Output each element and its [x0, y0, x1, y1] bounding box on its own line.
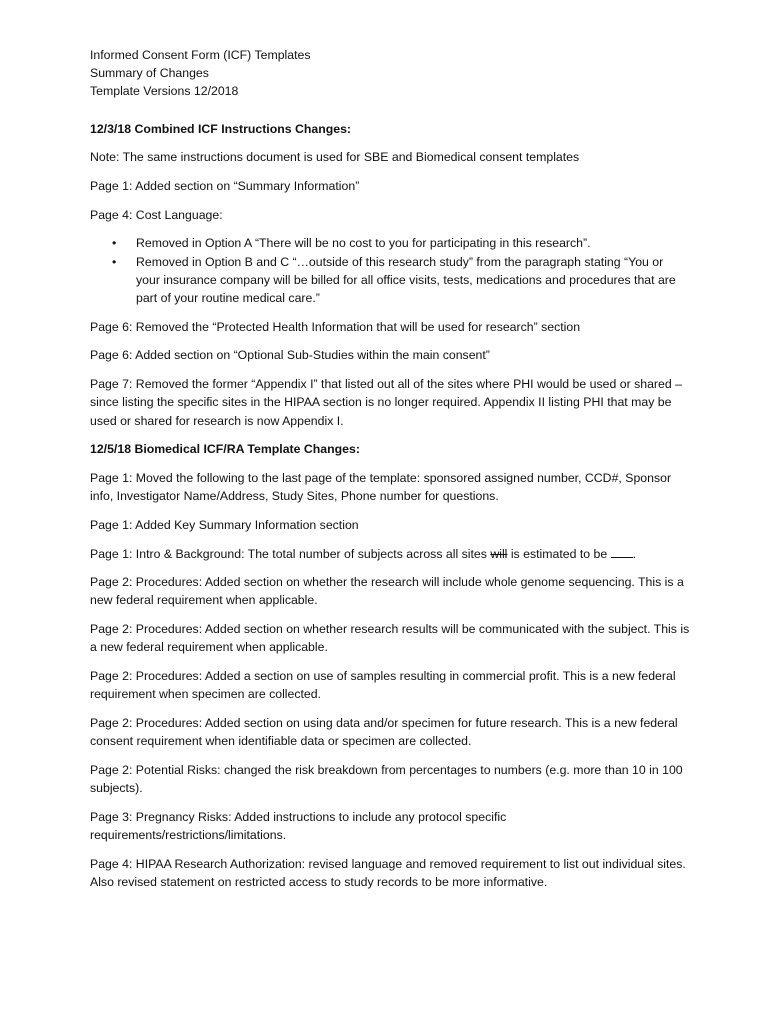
- section-combined-icf-changes: [90, 120, 690, 430]
- section-heading: 12/5/18 Biomedical ICF/RA Template Changes:: [90, 442, 360, 457]
- change-item: Page 2: Procedures: Added section on using data and/or specimen for future research. This is a new federal consent requirement when identifiable data or specimen are collected.: [90, 715, 678, 749]
- change-item: Page 3: Pregnancy Risks: Added instructions to include any protocol specific requirements/restrictions/limitations.: [90, 809, 507, 842]
- bullet-text: Removed in Option B and C “…outside of this research study” from the paragraph stating “You or your insurance company will be billed for all office visits, tests, medications and procedures that are part of your routine medical care.”: [136, 254, 676, 306]
- intro-text: Page 1: Intro & Background: The total number of subjects across all sites: [90, 546, 491, 561]
- note-paragraph: Note: The same instructions document is used for SBE and Biomedical consent templates: [90, 150, 580, 165]
- change-item-intro-background: [90, 545, 690, 563]
- cost-language-bullet-list: [90, 234, 690, 307]
- change-item: Page 6: Added section on “Optional Sub-Studies within the main consent”: [90, 348, 490, 363]
- header-version: Template Versions 12/2018: [90, 84, 239, 99]
- change-item: Page 2: Procedures: Added section on whether the research will include whole genome sequencing. This is a new federal requirement when applicable.: [90, 575, 684, 608]
- change-item: Page 1: Added section on “Summary Information”: [90, 179, 360, 194]
- header-subtitle: Summary of Changes: [90, 66, 209, 81]
- bullet-text: Removed in Option A “There will be no cost to you for participating in this research”.: [136, 236, 591, 251]
- bullet-glyph: •: [112, 254, 117, 269]
- change-item: Page 7: Removed the former “Appendix I” that listed out all of the sites where PHI would be used or shared – since listing the specific sites in the HIPAA section is no longer required. Appendix II listing PHI that may be used or shared for research is now Appendix I.: [90, 377, 682, 428]
- document-header: [90, 46, 690, 101]
- intro-text-continued: is estimated to be: [507, 546, 611, 561]
- bullet-glyph: •: [112, 236, 117, 251]
- change-item: Page 2: Potential Risks: changed the risk breakdown from percentages to numbers (e.g. more than 10 in 100 subjects).: [90, 762, 683, 796]
- section-biomedical-icf-changes: [90, 440, 690, 891]
- section-heading: 12/3/18 Combined ICF Instructions Changes:: [90, 121, 352, 136]
- change-item: Page 1: Added Key Summary Information section: [90, 517, 359, 532]
- change-item: Page 4: Cost Language:: [90, 207, 223, 222]
- change-item: Page 4: HIPAA Research Authorization: revised language and removed requirement to list out individual sites. Also revised statement on restricted access to study records to be more informative.: [90, 856, 686, 889]
- period: .: [632, 546, 637, 561]
- bullet-item: [90, 234, 690, 252]
- document-page: [90, 46, 690, 902]
- header-title: Informed Consent Form (ICF) Templates: [90, 48, 311, 62]
- change-item: Page 2: Procedures: Added section on whether research results will be communicated with the subject. This is a new federal requirement when applicable.: [90, 622, 690, 655]
- struck-word: will: [490, 546, 508, 561]
- fill-in-blank: [611, 545, 633, 558]
- bullet-item: [90, 253, 690, 308]
- change-item: Page 6: Removed the “Protected Health Information that will be used for research” section: [90, 319, 581, 334]
- change-item: Page 2: Procedures: Added a section on use of samples resulting in commercial profit. This is a new federal requirement when specimen are collected.: [90, 669, 676, 702]
- change-item: Page 1: Moved the following to the last page of the template: sponsored assigned number, CCD#, Sponsor info, Investigator Name/Address, Study Sites, Phone number for questions.: [90, 470, 672, 504]
